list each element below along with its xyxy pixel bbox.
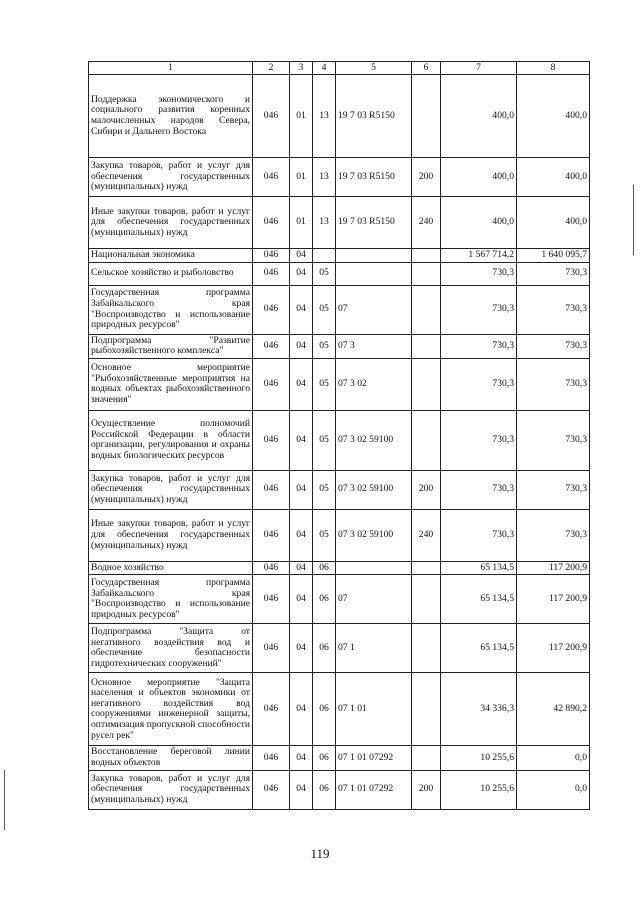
row-amount-1-cell: 400,0 — [441, 158, 517, 197]
row-amount-2-cell: 730,3 — [517, 262, 590, 285]
row-expense-type-cell: 200 — [412, 770, 441, 809]
row-amount-2-cell: 400,0 — [517, 158, 590, 197]
column-number-row — [89, 62, 590, 75]
row-section-cell: 04 — [290, 509, 313, 561]
row-code-cell: 046 — [253, 673, 290, 746]
column-number-1: 1 — [89, 62, 253, 75]
row-name-cell: Восстановление береговой линии водных объектов — [89, 746, 253, 770]
row-name-cell: Государственная программа Забайкальского края "Воспроизводство и использование природных ресурсов" — [89, 575, 253, 624]
row-amount-1-cell: 65 134,5 — [441, 561, 517, 575]
row-code-cell: 046 — [253, 285, 290, 334]
row-amount-1-cell: 730,3 — [441, 470, 517, 509]
row-expense-type-cell — [412, 624, 441, 673]
row-target-code-cell: 19 7 03 R5150 — [336, 75, 412, 158]
row-expense-type-cell — [412, 561, 441, 575]
row-name-cell: Основное мероприятие "Рыбохозяйственные мероприятия на водных объектах рыбохозяйственного значения" — [89, 358, 253, 410]
row-expense-type-cell: 200 — [412, 158, 441, 197]
table-row — [89, 673, 590, 746]
row-amount-2-cell: 1 640 095,7 — [517, 249, 590, 263]
row-amount-1-cell: 1 567 714,2 — [441, 249, 517, 263]
row-target-code-cell: 07 3 02 59100 — [336, 470, 412, 509]
row-subsection-cell: 06 — [313, 673, 336, 746]
row-amount-2-cell: 117 200,9 — [517, 561, 590, 575]
row-code-cell: 046 — [253, 262, 290, 285]
table-row — [89, 262, 590, 285]
row-expense-type-cell — [412, 575, 441, 624]
row-name-cell: Государственная программа Забайкальского края "Воспроизводство и использование природных ресурсов" — [89, 285, 253, 334]
row-section-cell: 04 — [290, 470, 313, 509]
column-number-8: 8 — [517, 62, 590, 75]
table-row — [89, 334, 590, 358]
row-code-cell: 046 — [253, 249, 290, 263]
row-amount-2-cell: 0,0 — [517, 770, 590, 809]
column-number-7: 7 — [441, 62, 517, 75]
table-row — [89, 624, 590, 673]
row-section-cell: 04 — [290, 285, 313, 334]
row-amount-1-cell: 730,3 — [441, 262, 517, 285]
row-code-cell: 046 — [253, 334, 290, 358]
column-number-2: 2 — [253, 62, 290, 75]
row-name-cell: Иные закупки товаров, работ и услуг для обеспечения государственных (муниципальных) нужд — [89, 509, 253, 561]
row-subsection-cell: 06 — [313, 770, 336, 809]
row-section-cell: 01 — [290, 158, 313, 197]
row-subsection-cell: 05 — [313, 262, 336, 285]
row-name-cell: Закупка товаров, работ и услуг для обеспечения государственных (муниципальных) нужд — [89, 158, 253, 197]
row-amount-1-cell: 65 134,5 — [441, 624, 517, 673]
row-target-code-cell — [336, 561, 412, 575]
row-target-code-cell: 07 — [336, 285, 412, 334]
row-target-code-cell: 19 7 03 R5150 — [336, 197, 412, 249]
row-subsection-cell: 05 — [313, 285, 336, 334]
row-amount-2-cell: 117 200,9 — [517, 575, 590, 624]
row-name-cell: Иные закупки товаров, работ и услуг для обеспечения государственных (муниципальных) нужд — [89, 197, 253, 249]
row-amount-1-cell: 400,0 — [441, 197, 517, 249]
row-name-cell: Закупка товаров, работ и услуг для обеспечения государственных (муниципальных) нужд — [89, 770, 253, 809]
row-target-code-cell: 07 — [336, 575, 412, 624]
row-section-cell: 04 — [290, 334, 313, 358]
row-section-cell: 04 — [290, 410, 313, 470]
row-target-code-cell: 07 1 01 07292 — [336, 770, 412, 809]
row-section-cell: 01 — [290, 197, 313, 249]
row-target-code-cell: 07 1 01 — [336, 673, 412, 746]
row-section-cell: 04 — [290, 746, 313, 770]
row-subsection-cell — [313, 249, 336, 263]
row-name-cell: Закупка товаров, работ и услуг для обеспечения государственных (муниципальных) нужд — [89, 470, 253, 509]
page-number: 119 — [310, 846, 330, 861]
row-expense-type-cell — [412, 358, 441, 410]
row-code-cell: 046 — [253, 575, 290, 624]
row-section-cell: 01 — [290, 75, 313, 158]
table-row — [89, 158, 590, 197]
row-name-cell: Сельское хозяйство и рыболовство — [89, 262, 253, 285]
row-amount-2-cell: 0,0 — [517, 746, 590, 770]
column-number-3: 3 — [290, 62, 313, 75]
row-target-code-cell — [336, 249, 412, 263]
table-row — [89, 358, 590, 410]
row-name-cell: Основное мероприятие "Защита населения и объектов экономики от негативного воздействия вод сооружениями инженерной защиты, оптимизация пропускной способности русел рек" — [89, 673, 253, 746]
left-margin-mark — [4, 770, 5, 830]
row-target-code-cell: 07 3 — [336, 334, 412, 358]
table-row — [89, 470, 590, 509]
table-row — [89, 249, 590, 263]
row-subsection-cell: 13 — [313, 75, 336, 158]
row-section-cell: 04 — [290, 262, 313, 285]
row-amount-1-cell: 65 134,5 — [441, 575, 517, 624]
row-expense-type-cell — [412, 262, 441, 285]
row-code-cell: 046 — [253, 746, 290, 770]
row-amount-1-cell: 10 255,6 — [441, 746, 517, 770]
row-target-code-cell: 07 3 02 59100 — [336, 410, 412, 470]
row-expense-type-cell — [412, 673, 441, 746]
row-section-cell: 04 — [290, 770, 313, 809]
row-amount-2-cell: 117 200,9 — [517, 624, 590, 673]
table-row — [89, 197, 590, 249]
row-code-cell: 046 — [253, 509, 290, 561]
table-row — [89, 75, 590, 158]
row-subsection-cell: 06 — [313, 746, 336, 770]
table-row — [89, 410, 590, 470]
row-amount-2-cell: 400,0 — [517, 197, 590, 249]
row-expense-type-cell: 200 — [412, 470, 441, 509]
row-expense-type-cell: 240 — [412, 509, 441, 561]
row-code-cell: 046 — [253, 358, 290, 410]
row-amount-2-cell: 730,3 — [517, 410, 590, 470]
row-section-cell: 04 — [290, 673, 313, 746]
table-row — [89, 575, 590, 624]
row-amount-1-cell: 10 255,6 — [441, 770, 517, 809]
row-section-cell: 04 — [290, 249, 313, 263]
row-subsection-cell: 13 — [313, 197, 336, 249]
row-subsection-cell: 05 — [313, 410, 336, 470]
table-row — [89, 509, 590, 561]
row-code-cell: 046 — [253, 158, 290, 197]
table-row — [89, 561, 590, 575]
row-section-cell: 04 — [290, 561, 313, 575]
row-target-code-cell — [336, 262, 412, 285]
row-amount-2-cell: 730,3 — [517, 470, 590, 509]
table-row — [89, 285, 590, 334]
row-expense-type-cell: 240 — [412, 197, 441, 249]
row-subsection-cell: 05 — [313, 358, 336, 410]
row-amount-1-cell: 34 336,3 — [441, 673, 517, 746]
row-amount-2-cell: 730,3 — [517, 509, 590, 561]
column-number-4: 4 — [313, 62, 336, 75]
row-subsection-cell: 13 — [313, 158, 336, 197]
row-name-cell: Водное хозяйство — [89, 561, 253, 575]
row-target-code-cell: 07 3 02 59100 — [336, 509, 412, 561]
row-target-code-cell: 07 1 01 07292 — [336, 746, 412, 770]
row-expense-type-cell — [412, 285, 441, 334]
row-section-cell: 04 — [290, 358, 313, 410]
column-number-6: 6 — [412, 62, 441, 75]
row-name-cell: Осуществление полномочий Российской Федерации в области организации, регулирования и охраны водных биологических ресурсов — [89, 410, 253, 470]
row-section-cell: 04 — [290, 575, 313, 624]
row-expense-type-cell — [412, 746, 441, 770]
row-subsection-cell: 05 — [313, 470, 336, 509]
row-code-cell: 046 — [253, 624, 290, 673]
row-amount-1-cell: 730,3 — [441, 509, 517, 561]
table-row — [89, 746, 590, 770]
row-code-cell: 046 — [253, 410, 290, 470]
row-expense-type-cell — [412, 75, 441, 158]
row-target-code-cell: 07 1 — [336, 624, 412, 673]
row-subsection-cell: 05 — [313, 509, 336, 561]
row-name-cell: Поддержка экономического и социального развития коренных малочисленных народов Севера, Сибири и Дальнего Востока — [89, 75, 253, 158]
row-code-cell: 046 — [253, 770, 290, 809]
row-amount-1-cell: 730,3 — [441, 358, 517, 410]
row-name-cell: Подпрограмма "Защита от негативного воздействия вод и обеспечение безопасности гидротехнических сооружений" — [89, 624, 253, 673]
row-expense-type-cell — [412, 334, 441, 358]
row-section-cell: 04 — [290, 624, 313, 673]
row-amount-2-cell: 730,3 — [517, 358, 590, 410]
row-amount-2-cell: 400,0 — [517, 75, 590, 158]
row-amount-1-cell: 400,0 — [441, 75, 517, 158]
row-code-cell: 046 — [253, 561, 290, 575]
row-subsection-cell: 06 — [313, 561, 336, 575]
table-row — [89, 770, 590, 809]
row-expense-type-cell — [412, 249, 441, 263]
row-amount-2-cell: 730,3 — [517, 285, 590, 334]
row-name-cell: Подпрограмма "Развитие рыбохозяйственного комплекса" — [89, 334, 253, 358]
row-amount-2-cell: 730,3 — [517, 334, 590, 358]
table-body — [89, 62, 590, 810]
row-code-cell: 046 — [253, 197, 290, 249]
row-subsection-cell: 06 — [313, 575, 336, 624]
row-subsection-cell: 05 — [313, 334, 336, 358]
row-amount-1-cell: 730,3 — [441, 334, 517, 358]
row-name-cell: Национальная экономика — [89, 249, 253, 263]
budget-table — [88, 61, 590, 810]
row-amount-1-cell: 730,3 — [441, 285, 517, 334]
row-amount-2-cell: 42 890,2 — [517, 673, 590, 746]
right-margin-mark — [633, 185, 634, 255]
row-code-cell: 046 — [253, 75, 290, 158]
row-target-code-cell: 19 7 03 R5150 — [336, 158, 412, 197]
row-target-code-cell: 07 3 02 — [336, 358, 412, 410]
row-expense-type-cell — [412, 410, 441, 470]
row-subsection-cell: 06 — [313, 624, 336, 673]
row-code-cell: 046 — [253, 470, 290, 509]
column-number-5: 5 — [336, 62, 412, 75]
row-amount-1-cell: 730,3 — [441, 410, 517, 470]
